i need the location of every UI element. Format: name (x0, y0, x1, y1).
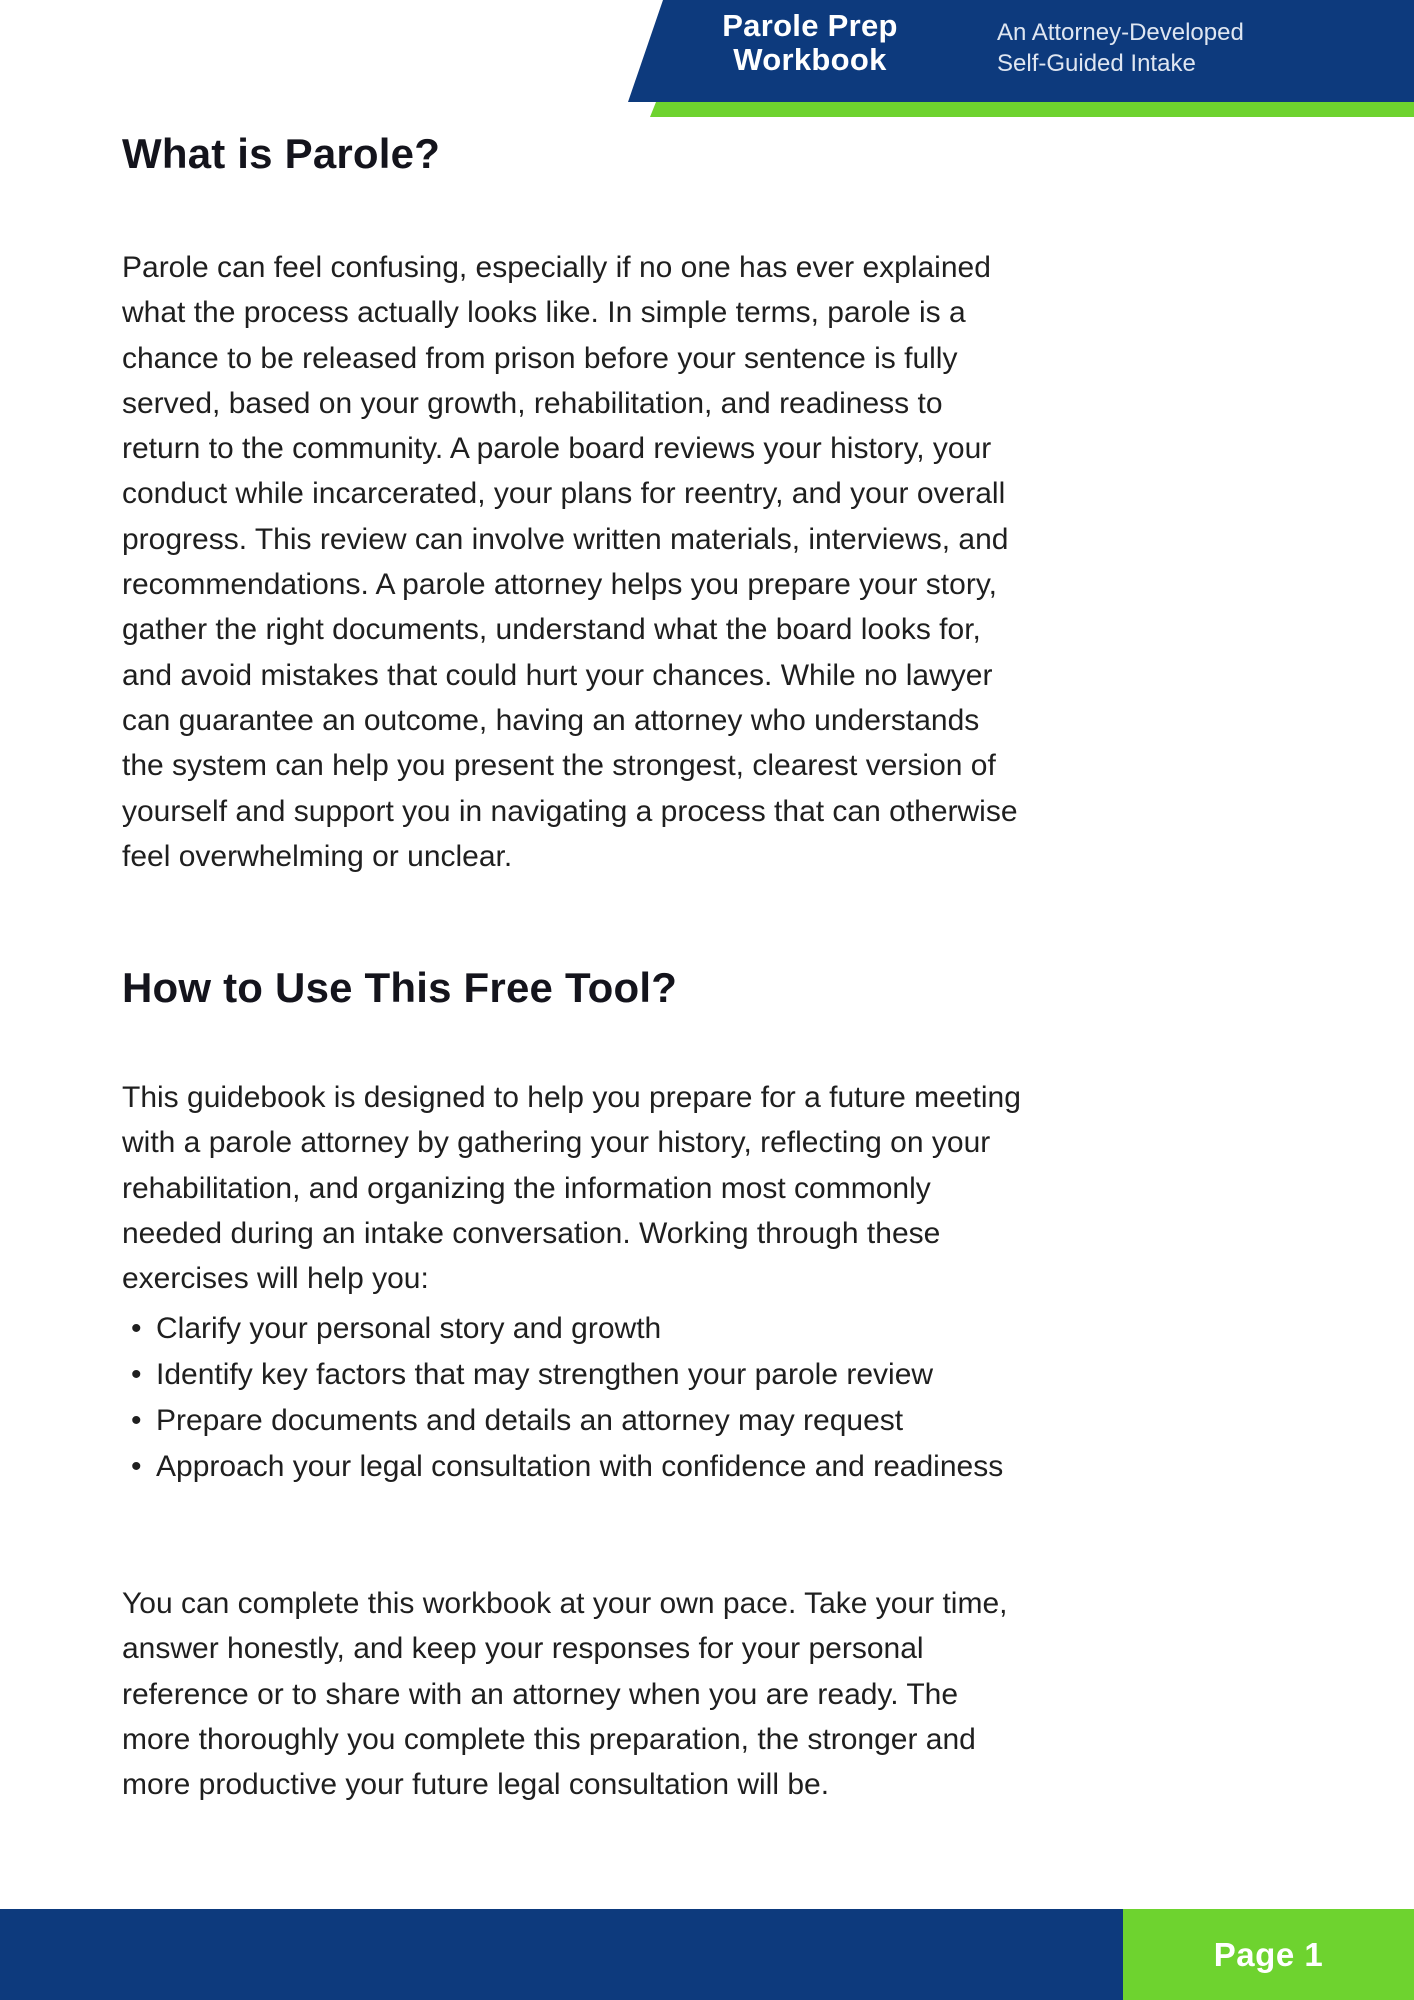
workbook-title (688, 9, 932, 77)
what-is-parole-paragraph: Parole can feel confusing, especially if no one has ever explained what the process actually looks like. In simple terms, parole is a chance to be released from prison before your sentence is fully served, based on your growth, rehabilitation, and readiness to return to the community. A parole board reviews your history, your conduct while incarcerated, your plans for reentry, and your overall progress. This review can involve written materials, interviews, and recommendations. A parole attorney helps you prepare your story, gather the right documents, understand what the board looks for, and avoid mistakes that could hurt your chances. While no lawyer can guarantee an outcome, having an attorney who understands the system can help you present the strongest, clearest version of yourself and support you in navigating a process that can otherwise feel overwhelming or unclear. (122, 251, 1018, 873)
list-item: • Identify key factors that may strengthen your parole review (122, 1352, 1032, 1398)
page-number-label: Page 1 (1213, 1935, 1324, 1973)
how-to-use-outro-paragraph: You can complete this workbook at your own pace. Take your time, answer honestly, and keep your responses for your personal reference or to share with an attorney when you are ready. The more thoroughly you complete this preparation, the stronger and more productive your future legal consultation will be. (122, 1587, 1008, 1802)
workbook-tagline-line1: An Attorney-Developed (997, 19, 1244, 46)
benefits-bullet-list (122, 1306, 1032, 1490)
section-heading-what-is-parole: What is Parole? (122, 130, 441, 177)
page-number-badge (1123, 1909, 1414, 2000)
workbook-tagline-line2: Self-Guided Intake (997, 50, 1196, 77)
list-item: • Approach your legal consultation with confidence and readiness (122, 1444, 1032, 1490)
list-item: • Prepare documents and details an attorney may request (122, 1398, 1032, 1444)
workbook-tagline (997, 17, 1337, 79)
workbook-title-line2: Workbook (733, 42, 887, 77)
list-item: • Clarify your personal story and growth (122, 1306, 1032, 1352)
header-green-divider (0, 102, 1414, 117)
workbook-title-line1: Parole Prep (722, 8, 898, 43)
section-heading-how-to-use: How to Use This Free Tool? (122, 964, 678, 1011)
how-to-use-intro-paragraph: This guidebook is designed to help you prepare for a future meeting with a parole attorney by gathering your history, reflecting on your rehabilitation, and organizing the information most commonly needed during an intake conversation. Working through these exercises will help you: (122, 1081, 1021, 1296)
